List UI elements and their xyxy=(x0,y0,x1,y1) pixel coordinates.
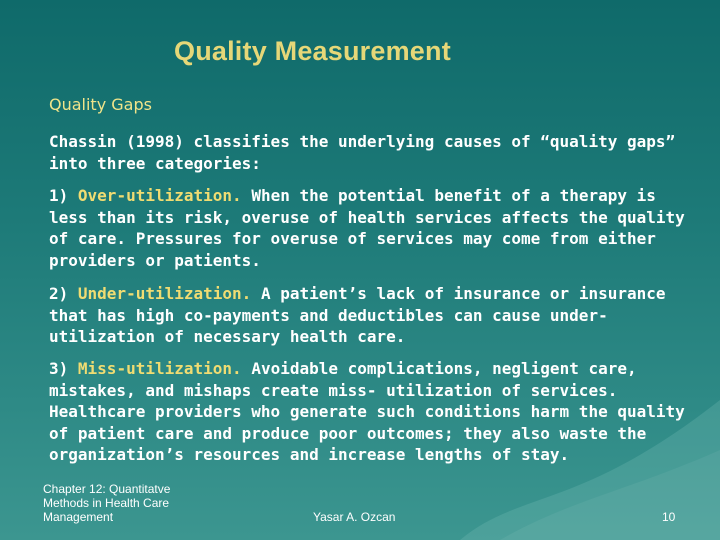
footer-page-number: 10 xyxy=(662,510,676,524)
intro-paragraph xyxy=(49,131,697,174)
item-text: Avoidable complications, negligent care, mistakes, and mishaps create miss- utilization of services. Healthcare providers who generate such conditions harm the quality of patient care and produce poor outcomes; they also waste the organization’s resources and increase lengths of stay. xyxy=(49,359,685,464)
item-miss-utilization xyxy=(49,358,697,466)
item-number: 3) xyxy=(49,359,69,378)
footer-author: Yasar A. Ozcan xyxy=(313,510,396,524)
footer-book-line: Methods in Health Care xyxy=(43,496,170,510)
footer-book-title xyxy=(43,482,170,524)
item-term: Under-utilization. xyxy=(77,284,252,303)
footer-book-line: Chapter 12: Quantitatve xyxy=(43,482,171,496)
item-term: Miss-utilization. xyxy=(77,359,242,378)
footer-book-line: Management xyxy=(43,510,114,524)
item-over-utilization xyxy=(49,185,697,271)
item-under-utilization xyxy=(49,283,697,348)
slide-title: Quality Measurement xyxy=(174,36,451,66)
item-number: 1) xyxy=(49,186,69,205)
item-number: 2) xyxy=(49,284,69,303)
item-term: Over-utilization. xyxy=(77,186,242,205)
intro-text: Chassin (1998) classifies the underlying causes of “quality gaps” into three categories: xyxy=(49,132,676,173)
item-text: A patient’s lack of insurance or insurance that has high co-payments and deductibles can cause under-utilization of necessary health care. xyxy=(49,284,666,346)
slide-subtitle: Quality Gaps xyxy=(49,95,152,114)
item-text: When the potential benefit of a therapy is less than its risk, overuse of health services affects the quality of care. Pressures for overuse of services may come from either providers or patients. xyxy=(49,186,685,270)
